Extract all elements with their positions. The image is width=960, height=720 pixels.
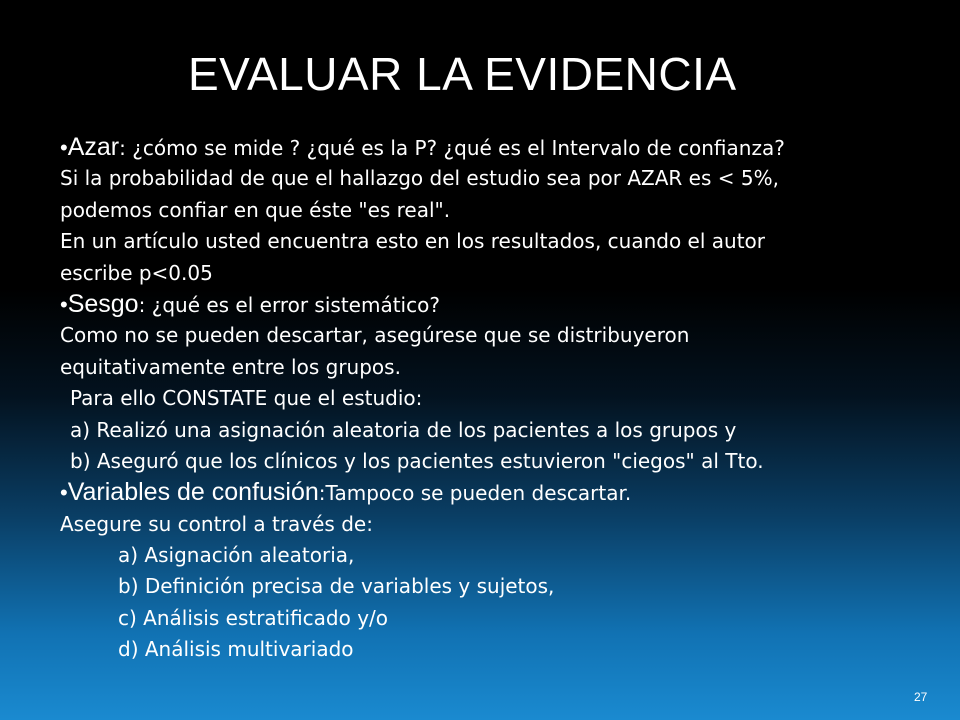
confusion-colon: :: [318, 481, 326, 506]
sesgo-question: ¿qué es el error sistemático?: [151, 292, 440, 317]
azar-question: ¿cómo se mide ? ¿qué es la P? ¿qué es el Intervalo de confianza?: [132, 136, 785, 160]
azar-bullet-line: [60, 132, 940, 163]
sesgo-bullet-line: [60, 289, 940, 320]
confusion-list-item: b) Definición precisa de variables y sujetos,: [118, 574, 555, 599]
azar-heading: Azar: [67, 133, 120, 161]
azar-line-1: Si la probabilidad de que el hallazgo del estudio sea por AZAR es < 5%,: [60, 166, 779, 191]
page-number: 27: [914, 690, 928, 704]
confusion-list-item: c) Análisis estratificado y/o: [118, 605, 389, 630]
slide-body: [60, 132, 940, 666]
sesgo-line-1: Como no se pueden descartar, asegúrese que se distribuyeron: [60, 323, 690, 348]
confusion-list-item: a) Asignación aleatoria,: [118, 543, 355, 568]
sesgo-indented-line-3: b) Aseguró que los clínicos y los pacientes estuvieron "ciegos" al Tto.: [70, 448, 764, 473]
bullet-icon: •: [60, 291, 68, 317]
sesgo-indented-line-1: Para ello CONSTATE que el estudio:: [70, 386, 423, 411]
confusion-text: Tampoco se pueden descartar.: [325, 481, 632, 506]
confusion-line-1: Asegure su control a través de:: [60, 511, 373, 536]
azar-line-3: En un artículo usted encuentra esto en los resultados, cuando el autor: [60, 229, 765, 254]
bullet-icon: •: [60, 135, 68, 160]
azar-line-4: escribe p<0.05: [60, 260, 213, 285]
confusion-heading: Variables de confusión: [67, 478, 319, 507]
sesgo-line-2: equitativamente entre los grupos.: [60, 354, 401, 379]
sesgo-indented-line-2: a) Realizó una asignación aleatoria de los pacientes a los grupos y: [70, 417, 737, 442]
sesgo-heading: Sesgo: [67, 289, 139, 318]
azar-line-2: podemos confiar en que éste "es real".: [60, 197, 451, 222]
bullet-icon: •: [60, 480, 68, 506]
sesgo-colon: :: [138, 292, 152, 317]
confusion-list-item: d) Análisis multivariado: [118, 637, 354, 662]
azar-colon: :: [119, 136, 133, 160]
confusion-bullet-line: [60, 477, 940, 508]
slide-title: EVALUAR LA EVIDENCIA: [188, 48, 737, 100]
